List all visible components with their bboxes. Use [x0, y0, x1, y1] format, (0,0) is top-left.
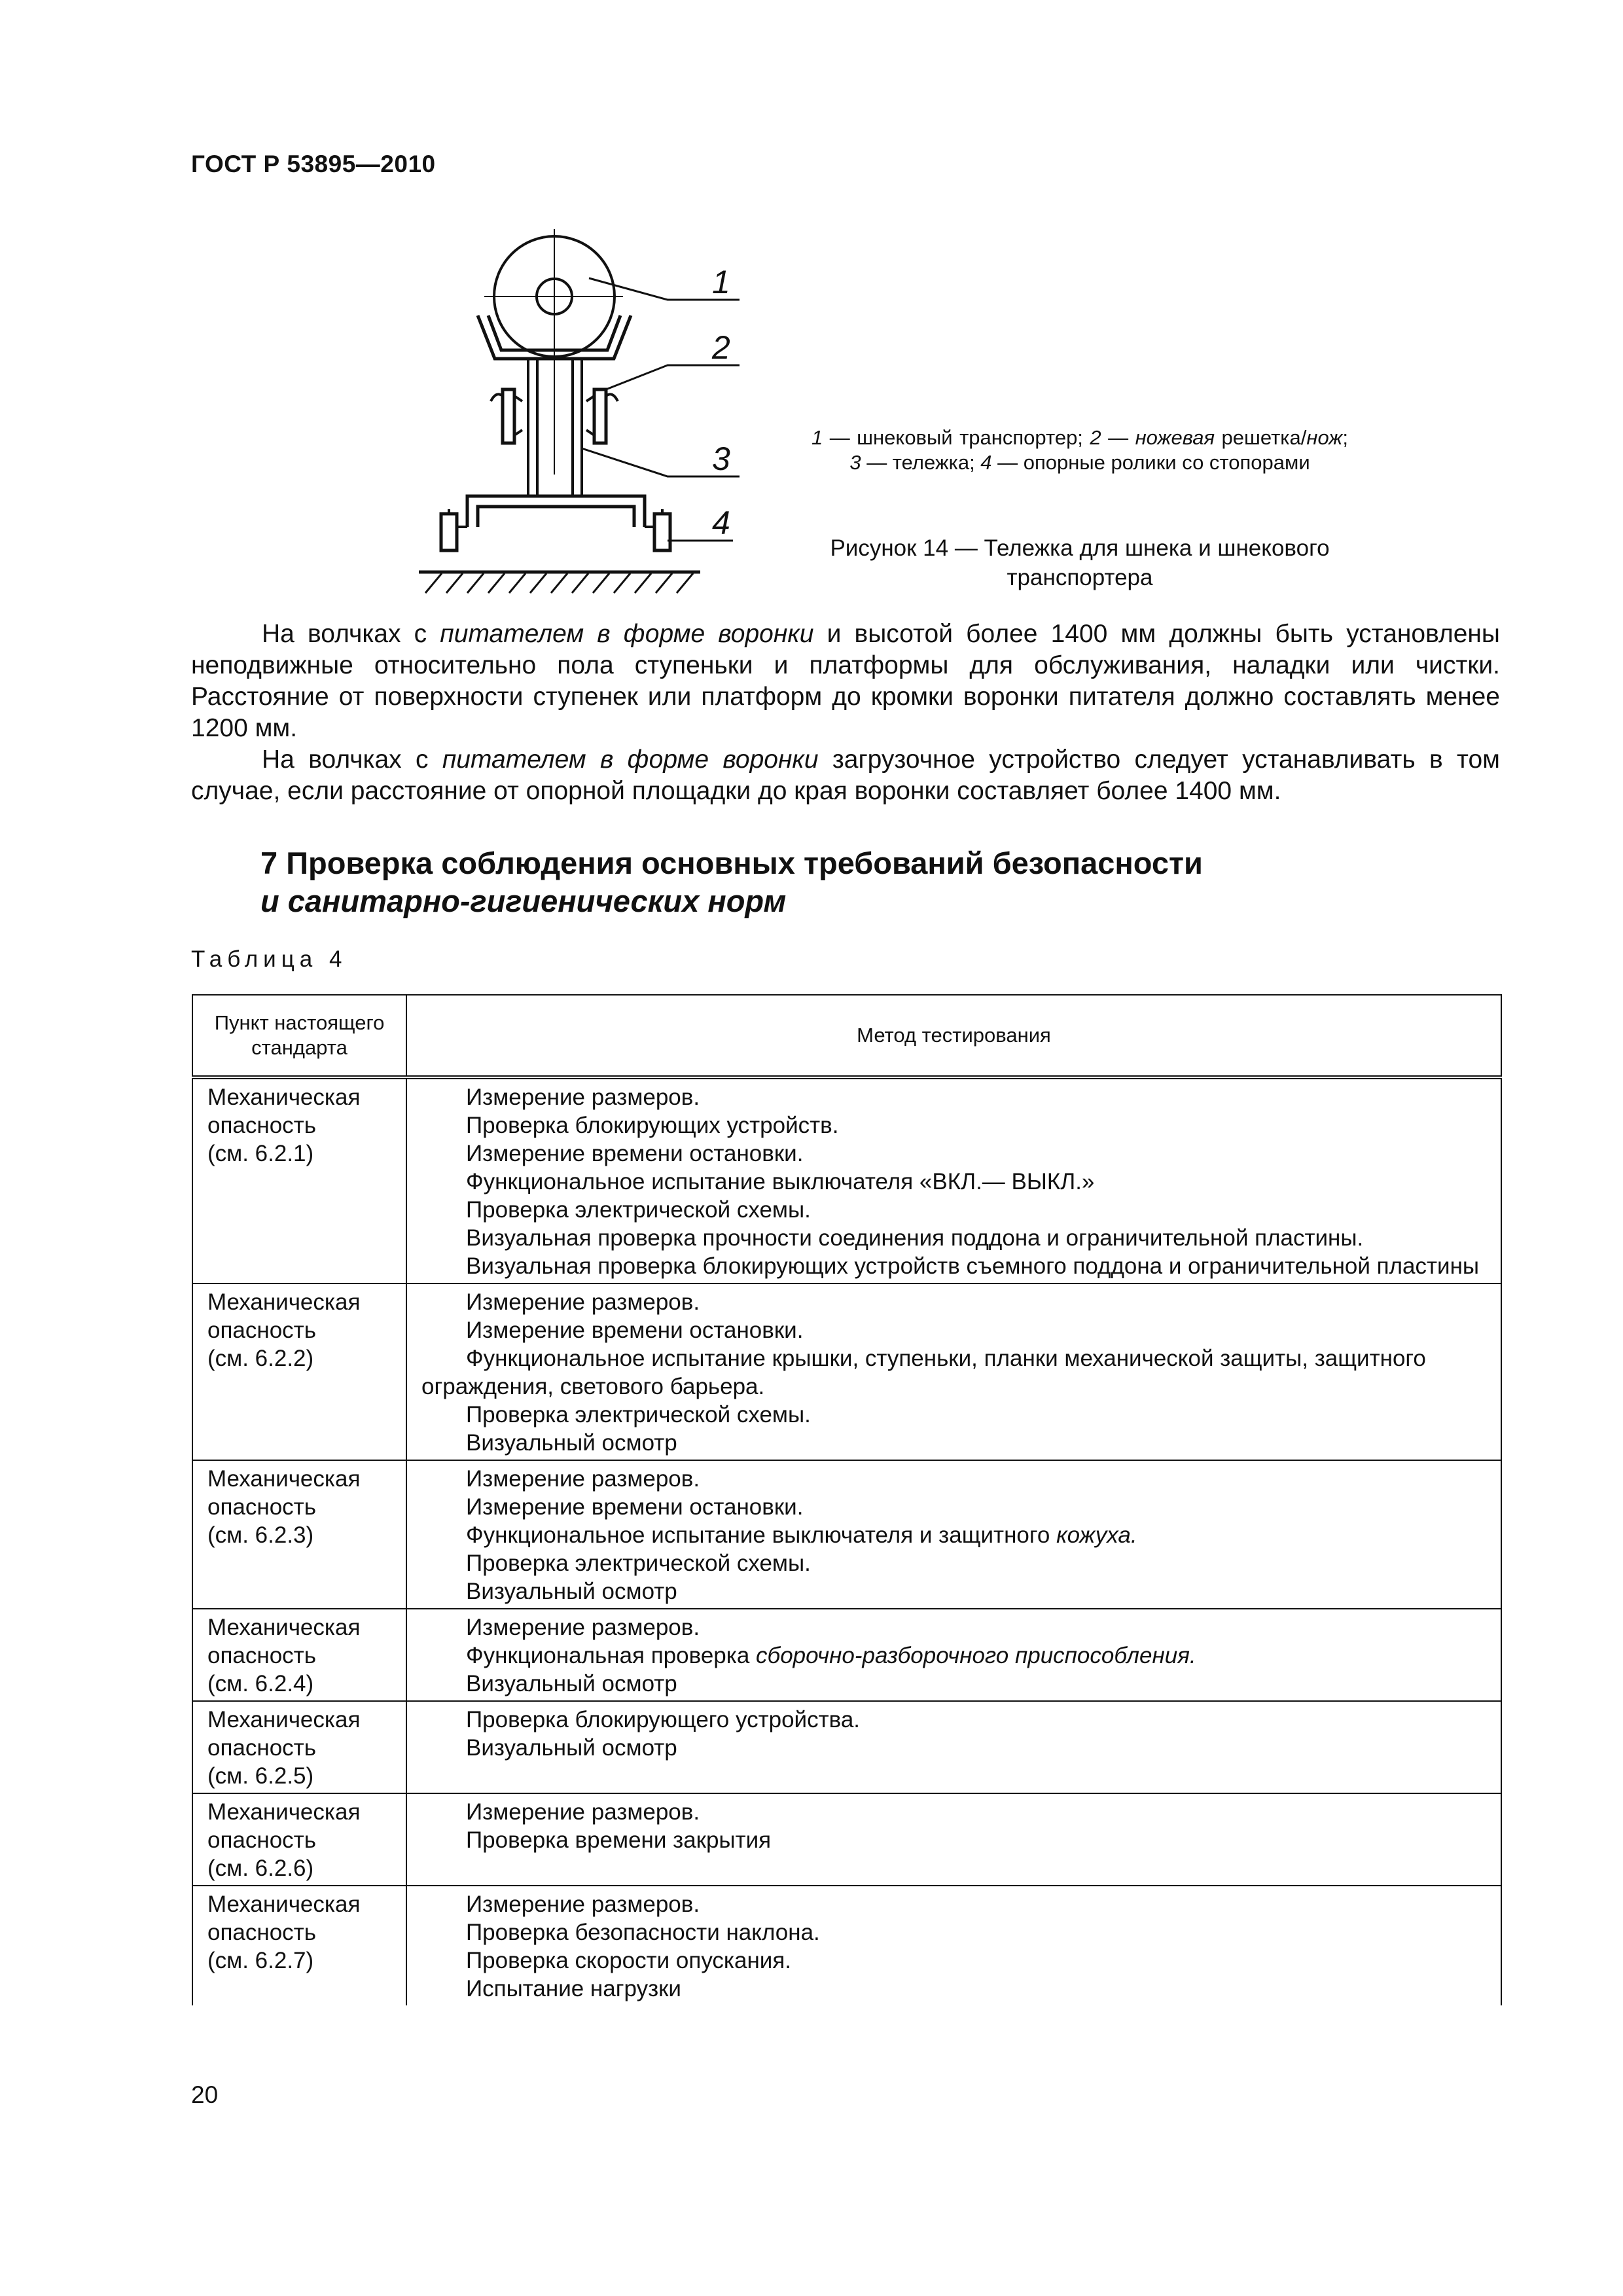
method-line [421, 1139, 1491, 1168]
wheel-left [441, 514, 457, 550]
section-heading-line-2: и санитарно-гигиенических норм [260, 884, 787, 918]
point-cell: Механическая опасность (см. 6.2.7) [192, 1886, 406, 2005]
method-line [421, 1344, 1491, 1401]
method-line [421, 1111, 1491, 1139]
text-run: Проверка блокирующих устройств. [466, 1113, 839, 1138]
method-cell [406, 1793, 1501, 1886]
method-line [421, 1521, 1491, 1549]
header-point: Пункт настоящего стандарта [192, 995, 406, 1077]
method-line [421, 1670, 1491, 1698]
text-run: ; [1342, 426, 1348, 449]
text-run: Визуальный осмотр [466, 1735, 677, 1761]
method-cell [406, 1460, 1501, 1609]
method-line [421, 1465, 1491, 1493]
text-run: Функциональное испытание крышки, ступеньки, планки механической защиты, защитного ограждения, светового барьера. [421, 1346, 1426, 1399]
paragraph-2 [191, 744, 1500, 807]
method-line [421, 1493, 1491, 1521]
point-cell: Механическая опасность (см. 6.2.1) [192, 1077, 406, 1283]
method-text [466, 1430, 677, 1456]
side-roller-left [503, 389, 514, 443]
table-row [192, 1283, 1501, 1460]
italic-run: питателем в форме воронки [440, 620, 814, 648]
method-line [421, 1577, 1491, 1605]
method-text [466, 1318, 803, 1343]
text-run: Визуальный осмотр [466, 1430, 677, 1456]
paragraph-1 [191, 619, 1500, 744]
text-run: Измерение размеров. [466, 1892, 700, 1917]
text-run: Испытание нагрузки [466, 1976, 681, 2001]
figure-14-cart-drawing [393, 216, 759, 609]
method-line [421, 1252, 1491, 1280]
method-line [421, 1613, 1491, 1641]
italic-run: 2 [1090, 426, 1101, 449]
method-text [466, 1522, 1137, 1548]
text-run: На волчках с [262, 620, 440, 648]
italic-run: 3 [849, 451, 861, 474]
table-label: Таблица 4 [191, 946, 348, 972]
text-run: Измерение времени остановки. [466, 1318, 804, 1343]
text-run: и высотой более 1400 мм должны быть установлены неподвижные относительно пола ступеньки и платформы для обслуживания, наладки или чистки. Расстояние от поверхности ступенек или платформ до кромки воронки питателя должно составлять менее 1200 мм. [191, 620, 1500, 742]
method-text [466, 1579, 677, 1604]
method-line [421, 1083, 1491, 1111]
page-number: 20 [191, 2081, 219, 2108]
method-line [421, 1734, 1491, 1762]
table-row [192, 1886, 1501, 2005]
text-run: Проверка времени закрытия [466, 1827, 772, 1853]
callout-4: 4 [712, 505, 730, 541]
italic-run: ножевая [1135, 426, 1215, 449]
italic-run: 4 [980, 451, 992, 474]
wheel-right [654, 514, 670, 550]
table-row [192, 1609, 1501, 1701]
method-text [466, 1799, 700, 1825]
section-heading-line-1: 7 Проверка соблюдения основных требований безопасности [260, 846, 1203, 880]
italic-run: 1 [812, 426, 823, 449]
paragraph-2-text [191, 745, 1500, 805]
text-run: Проверка блокирующего устройства. [466, 1707, 861, 1732]
method-line [421, 1316, 1491, 1344]
method-text [466, 1494, 803, 1520]
method-text [466, 1141, 803, 1166]
method-text [466, 1892, 700, 1917]
method-line [421, 1429, 1491, 1457]
text-run: Проверка безопасности наклона. [466, 1920, 820, 1945]
text-run: На волчках с [262, 745, 442, 774]
method-text [466, 1948, 791, 1973]
table-4 [192, 994, 1502, 2005]
table-row [192, 1793, 1501, 1886]
method-line [421, 1168, 1491, 1196]
point-cell: Механическая опасность (см. 6.2.2) [192, 1283, 406, 1460]
method-text [466, 1827, 771, 1853]
text-run: Визуальная проверка прочности соединения поддона и ограничительной пластины. [466, 1225, 1364, 1251]
point-cell: Механическая опасность (см. 6.2.5) [192, 1701, 406, 1793]
method-line [421, 1946, 1491, 1975]
callout-2: 2 [712, 329, 730, 366]
method-text [466, 1643, 1196, 1668]
text-run: Визуальный осмотр [466, 1579, 677, 1604]
method-text [466, 1402, 811, 1427]
text-run: — тележка; [861, 451, 981, 474]
text-run: Проверка электрической схемы. [466, 1197, 811, 1223]
text-run: Функциональная проверка [466, 1643, 757, 1668]
text-run: — [1101, 426, 1135, 449]
text-run: Визуальный осмотр [466, 1671, 677, 1696]
text-run: Функциональное испытание выключателя и защитного [466, 1522, 1057, 1548]
method-text [466, 1976, 681, 2001]
method-line [421, 1196, 1491, 1224]
side-roller-right [594, 389, 606, 443]
text-run: Визуальная проверка блокирующих устройств съемного поддона и ограничительной пластины [466, 1253, 1480, 1279]
table-row [192, 1701, 1501, 1793]
method-text [466, 1671, 677, 1696]
section-heading [260, 844, 1203, 920]
table-body [192, 1077, 1501, 2005]
method-text [466, 1225, 1363, 1251]
italic-run: кожуха. [1056, 1522, 1137, 1548]
method-cell [406, 1077, 1501, 1283]
method-line [421, 1288, 1491, 1316]
text-run: Измерение размеров. [466, 1289, 700, 1315]
text-run: Проверка скорости опускания. [466, 1948, 792, 1973]
method-text [466, 1735, 677, 1761]
method-text [466, 1551, 811, 1576]
method-text [466, 1466, 700, 1492]
paragraph-1-text [191, 620, 1500, 742]
method-text [466, 1197, 811, 1223]
method-line [421, 1798, 1491, 1826]
text-run: Функциональное испытание выключателя «ВКЛ.— ВЫКЛ.» [466, 1169, 1095, 1194]
method-text [466, 1289, 700, 1315]
text-run: — шнековый транспортер; [823, 426, 1090, 449]
header-method: Метод тестирования [406, 995, 1501, 1077]
document-code-header: ГОСТ Р 53895—2010 [191, 151, 436, 177]
text-run: Измерение времени остановки. [466, 1141, 804, 1166]
method-line [421, 1641, 1491, 1670]
italic-run: сборочно-разборочного приспособления. [756, 1643, 1196, 1668]
method-line [421, 1826, 1491, 1854]
method-text [466, 1253, 1479, 1279]
text-run: загрузочное устройство следует устанавливать в том случае, если расстояние от опорной площадки до края воронки составляет более 1400 мм. [191, 745, 1500, 805]
text-run: Измерение размеров. [466, 1085, 700, 1110]
method-text [466, 1707, 860, 1732]
text-run: — опорные ролики со стопорами [991, 451, 1310, 474]
italic-run: питателем в форме воронки [442, 745, 819, 774]
table-header-row [192, 995, 1501, 1077]
text-run: Измерение размеров. [466, 1615, 700, 1640]
cart-frame [467, 496, 645, 527]
text-run: решетка/ [1215, 426, 1307, 449]
method-text [466, 1169, 1094, 1194]
method-text [466, 1113, 838, 1138]
method-cell [406, 1609, 1501, 1701]
text-run: Проверка электрической схемы. [466, 1402, 811, 1427]
method-text [421, 1346, 1426, 1399]
method-line [421, 1975, 1491, 2003]
italic-run: нож [1306, 426, 1343, 449]
point-cell: Механическая опасность (см. 6.2.6) [192, 1793, 406, 1886]
text-run: Измерение размеров. [466, 1466, 700, 1492]
cart-drawing-svg [393, 216, 759, 609]
method-line [421, 1890, 1491, 1918]
method-line [421, 1401, 1491, 1429]
method-cell [406, 1283, 1501, 1460]
table-row [192, 1077, 1501, 1283]
text-run: Измерение размеров. [466, 1799, 700, 1825]
text-run: Измерение времени остановки. [466, 1494, 804, 1520]
method-text [466, 1615, 700, 1640]
figure-caption: Рисунок 14 — Тележка для шнека и шнекового транспортера [830, 535, 1330, 590]
table-row [192, 1460, 1501, 1609]
point-cell: Механическая опасность (см. 6.2.4) [192, 1609, 406, 1701]
method-text [466, 1920, 820, 1945]
method-line [421, 1706, 1491, 1734]
leader-line-2 [606, 365, 740, 389]
callout-3: 3 [712, 440, 730, 477]
method-line [421, 1549, 1491, 1577]
callout-1: 1 [712, 264, 730, 300]
point-cell: Механическая опасность (см. 6.2.3) [192, 1460, 406, 1609]
method-cell [406, 1886, 1501, 2005]
text-run: Проверка электрической схемы. [466, 1551, 811, 1576]
figure-legend [812, 425, 1348, 475]
method-text [466, 1085, 700, 1110]
method-cell [406, 1701, 1501, 1793]
method-line [421, 1918, 1491, 1946]
method-line [421, 1224, 1491, 1252]
